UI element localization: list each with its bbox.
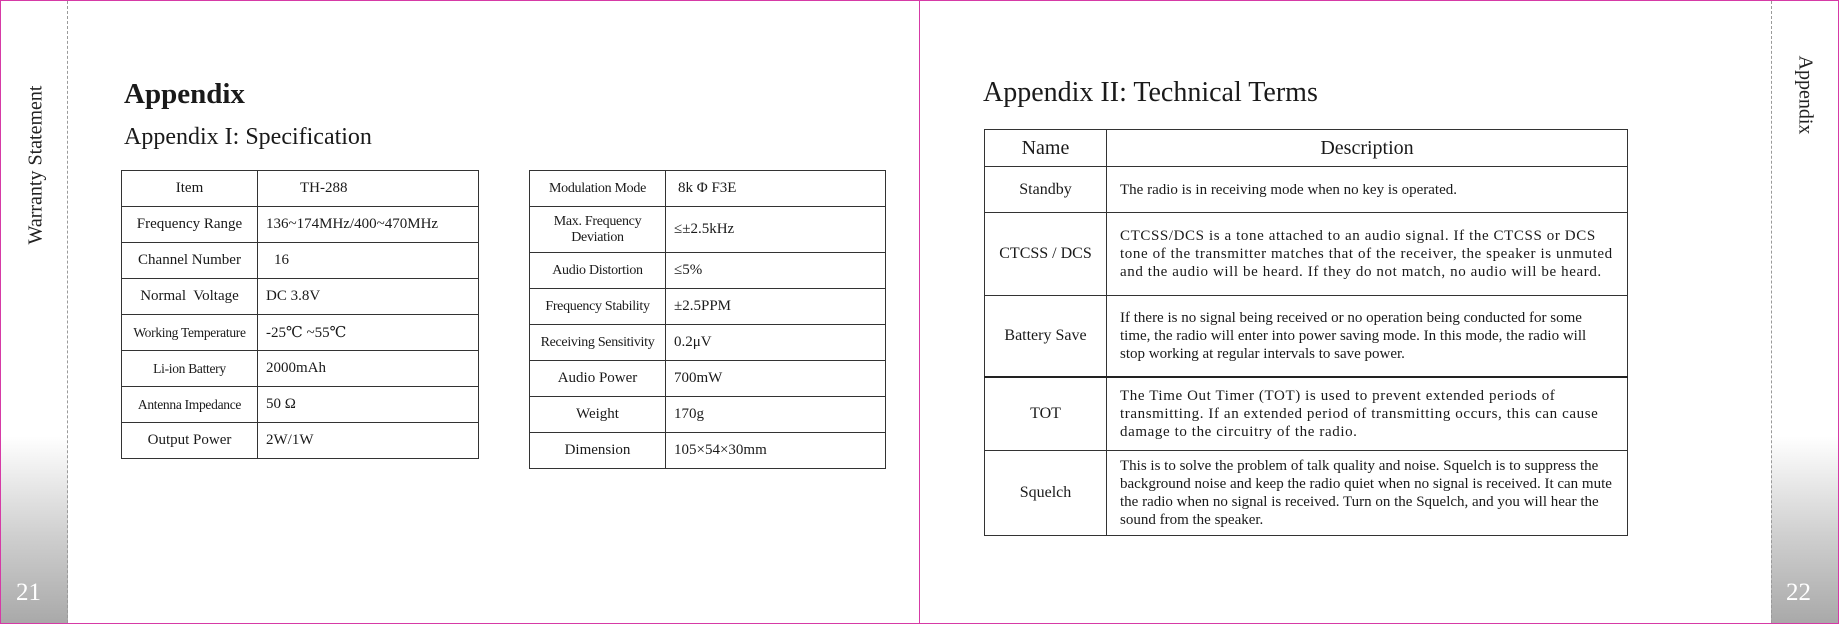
- term-description: This is to solve the problem of talk quality and noise. Squelch is to suppress the background noise and keep the radio quiet when no signal is received. It can mute the radio when no signal is received. Turn on the Squelch, and you will hear the sound from the speaker.: [1107, 451, 1628, 536]
- table-row: [122, 315, 479, 351]
- right-side-title: Appendix: [1794, 55, 1817, 135]
- table-row: [530, 171, 886, 207]
- spec-label: Li-ion Battery: [122, 351, 258, 387]
- table-row: [122, 279, 479, 315]
- term-description: CTCSS/DCS is a tone attached to an audio signal. If the CTCSS or DCS tone of the transmitter matches that of the receiver, the speaker is unmuted and the audio will be heard. If they do not match, no audio will be heard.: [1107, 213, 1628, 296]
- table-row: [530, 207, 886, 253]
- left-side-title: Warranty Statement: [24, 85, 47, 245]
- table-row: [530, 253, 886, 289]
- term-name: Standby: [985, 167, 1107, 213]
- term-description: If there is no signal being received or no operation being conducted for some time, the radio will enter into power saving mode. In this mode, the radio will stop working at regular intervals to save power.: [1107, 296, 1628, 378]
- spec-label: Frequency Stability: [530, 289, 666, 325]
- spec-label: Output Power: [122, 423, 258, 459]
- table-row: [985, 296, 1628, 378]
- table-row: [122, 171, 479, 207]
- table-row: [530, 325, 886, 361]
- spec-value: 8k Φ F3E: [666, 171, 886, 207]
- right-page-number: 22: [1786, 579, 1811, 606]
- table-row: [530, 361, 886, 397]
- term-description: The radio is in receiving mode when no key is operated.: [1107, 167, 1628, 213]
- spec-value: -25℃ ~55℃: [258, 315, 479, 351]
- spec-label: Item: [122, 171, 258, 207]
- spec-value: 16: [258, 243, 479, 279]
- spec-value: 170g: [666, 397, 886, 433]
- spec-label: Dimension: [530, 433, 666, 469]
- table-header-row: [985, 130, 1628, 167]
- term-name: Squelch: [985, 451, 1107, 536]
- table-row: [122, 423, 479, 459]
- specification-subheading: Appendix I: Specification: [124, 124, 372, 150]
- spec-label: Channel Number: [122, 243, 258, 279]
- spec-value: 105×54×30mm: [666, 433, 886, 469]
- spec-value: ±2.5PPM: [666, 289, 886, 325]
- spec-label: Weight: [530, 397, 666, 433]
- table-row: [985, 377, 1628, 451]
- appendix-heading: Appendix: [124, 78, 245, 110]
- spec-value: ≤5%: [666, 253, 886, 289]
- technical-terms-heading: Appendix II: Technical Terms: [983, 77, 1318, 108]
- name-column-header: Name: [985, 130, 1107, 167]
- table-row: [985, 167, 1628, 213]
- spec-label: Receiving Sensitivity: [530, 325, 666, 361]
- spec-table-2: [529, 170, 886, 469]
- spec-value: 50 Ω: [258, 387, 479, 423]
- table-row: [122, 351, 479, 387]
- spec-table-1: [121, 170, 479, 459]
- term-description: The Time Out Timer (TOT) is used to prevent extended periods of transmitting. If an extended period of transmitting occurs, this can cause damage to the circuitry of the radio.: [1107, 377, 1628, 451]
- term-name: Battery Save: [985, 296, 1107, 378]
- table-row: [122, 387, 479, 423]
- spec-value: 0.2μV: [666, 325, 886, 361]
- technical-terms-table: [984, 129, 1628, 536]
- table-row: [985, 213, 1628, 296]
- spec-label: Max. Frequency Deviation: [530, 207, 666, 253]
- spec-value: 2000mAh: [258, 351, 479, 387]
- spec-label: Audio Power: [530, 361, 666, 397]
- term-name: TOT: [985, 377, 1107, 451]
- description-column-header: Description: [1107, 130, 1628, 167]
- spec-label: Modulation Mode: [530, 171, 666, 207]
- spec-label: Working Temperature: [122, 315, 258, 351]
- table-row: [530, 397, 886, 433]
- spec-value: 700mW: [666, 361, 886, 397]
- spec-value: 2W/1W: [258, 423, 479, 459]
- spec-value: 136~174MHz/400~470MHz: [258, 207, 479, 243]
- spec-label: Frequency Range: [122, 207, 258, 243]
- spec-value: DC 3.8V: [258, 279, 479, 315]
- table-row: [985, 451, 1628, 536]
- table-row: [122, 207, 479, 243]
- spec-value: TH-288: [258, 171, 479, 207]
- spec-label: Audio Distortion: [530, 253, 666, 289]
- table-row: [530, 289, 886, 325]
- left-page-number: 21: [16, 579, 41, 606]
- term-name: CTCSS / DCS: [985, 213, 1107, 296]
- table-row: [122, 243, 479, 279]
- table-row: [530, 433, 886, 469]
- spec-label: Normal Voltage: [122, 279, 258, 315]
- spec-label: Antenna Impedance: [122, 387, 258, 423]
- spec-value: ≤±2.5kHz: [666, 207, 886, 253]
